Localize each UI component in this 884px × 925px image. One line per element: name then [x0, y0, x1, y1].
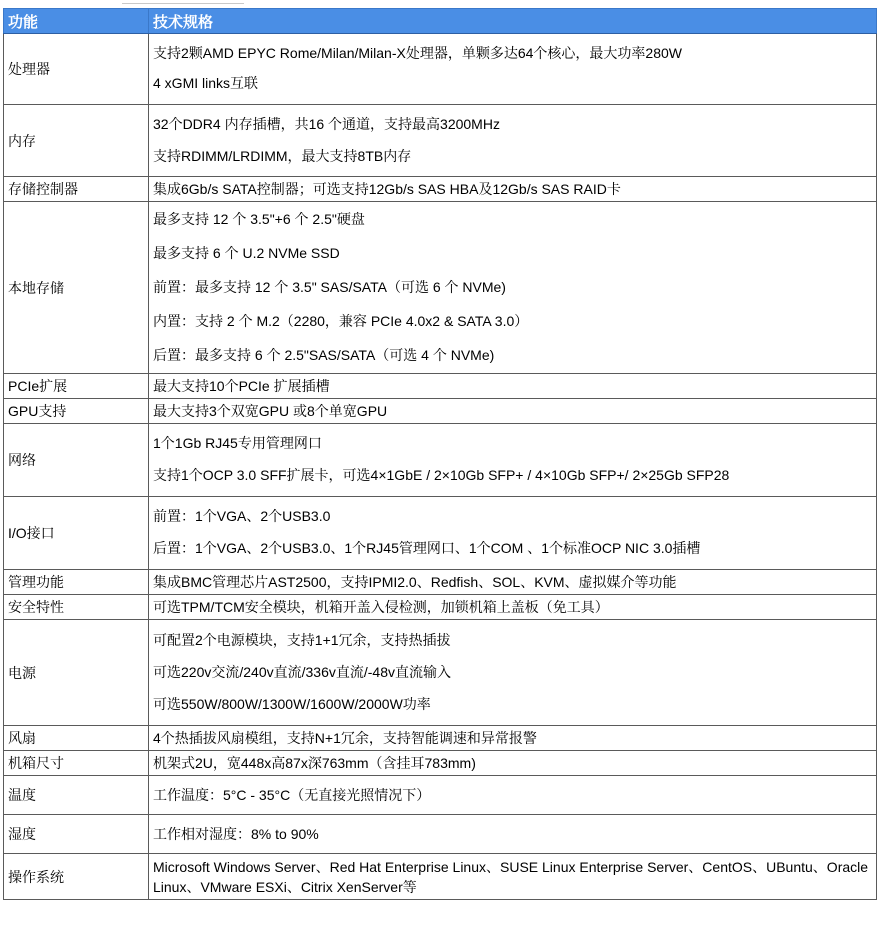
spec-line: 最多支持 6 个 U.2 NVMe SSD	[153, 244, 340, 261]
spec-cell	[149, 34, 877, 105]
spec-line: 32个DDR4 内存插槽，共16 个通道，支持最高3200MHz	[153, 115, 500, 132]
feature-cell: 管理功能	[4, 570, 149, 595]
feature-cell: 本地存储	[4, 202, 149, 374]
header-row	[4, 9, 877, 34]
spec-cell	[149, 570, 877, 595]
table-row	[4, 399, 877, 424]
header-spec: 技术规格	[149, 9, 877, 34]
spec-cell	[149, 620, 877, 726]
spec-cell	[149, 595, 877, 620]
spec-line: 可选TPM/TCM安全模块，机箱开盖入侵检测，加锁机箱上盖板（免工具）	[153, 599, 609, 615]
spec-line: 机架式2U，宽448x高87x深763mm（含挂耳783mm)	[153, 755, 476, 771]
feature-cell: 处理器	[4, 34, 149, 105]
table-row	[4, 620, 877, 726]
feature-cell: 内存	[4, 105, 149, 177]
spec-line: 最大支持3个双宽GPU 或8个单宽GPU	[153, 403, 388, 419]
feature-cell: 操作系统	[4, 854, 149, 900]
spec-line: 4个热插拔风扇模组，支持N+1冗余，支持智能调速和异常报警	[153, 730, 537, 746]
table-row	[4, 815, 877, 854]
spec-line: 集成6Gb/s SATA控制器；可选支持12Gb/s SAS HBA及12Gb/s SAS RAID卡	[153, 181, 621, 197]
tab-divider	[122, 3, 244, 4]
header-feature: 功能	[4, 9, 149, 34]
table-row	[4, 726, 877, 751]
spec-line: 内置：支持 2 个 M.2（2280，兼容 PCIe 4.0x2 & SATA 3.0）	[153, 312, 529, 329]
spec-line: 前置：1个VGA、2个USB3.0	[153, 508, 331, 524]
spec-cell	[149, 177, 877, 202]
feature-cell: 存储控制器	[4, 177, 149, 202]
spec-line: 支持RDIMM/LRDIMM，最大支持8TB内存	[153, 147, 412, 164]
spec-line: 可选550W/800W/1300W/1600W/2000W功率	[153, 695, 431, 712]
table-row	[4, 751, 877, 776]
spec-cell	[149, 815, 877, 854]
spec-cell	[149, 374, 877, 399]
spec-cell	[149, 399, 877, 424]
feature-cell: GPU支持	[4, 399, 149, 424]
feature-cell: 风扇	[4, 726, 149, 751]
spec-line: 支持2颗AMD EPYC Rome/Milan/Milan-X处理器，单颗多达64个核心，最大功率280W	[153, 45, 682, 61]
spec-table	[3, 8, 877, 900]
spec-line: 1个1Gb RJ45专用管理网口	[153, 435, 322, 451]
table-row	[4, 202, 877, 374]
feature-cell: 机箱尺寸	[4, 751, 149, 776]
table-row	[4, 854, 877, 900]
spec-line: Microsoft Windows Server、Red Hat Enterprise Linux、SUSE Linux Enterprise Server、CentOS、UBuntu、Oracle Linux、VMware ESXi、Citrix XenServer等	[153, 858, 869, 895]
table-row	[4, 497, 877, 570]
spec-line: 工作温度：5°C - 35°C（无直接光照情况下）	[153, 787, 431, 803]
spec-line: 集成BMC管理芯片AST2500，支持IPMI2.0、Redfish、SOL、KVM、虚拟媒介等功能	[153, 574, 677, 590]
spec-line: 可选220v交流/240v直流/336v直流/-48v直流输入	[153, 663, 451, 680]
spec-cell	[149, 202, 877, 374]
spec-cell	[149, 497, 877, 570]
table-row	[4, 570, 877, 595]
table-row	[4, 776, 877, 815]
table-row	[4, 374, 877, 399]
spec-line: 4 xGMI links互联	[153, 75, 259, 91]
table-row	[4, 34, 877, 105]
spec-line: 工作相对湿度：8% to 90%	[153, 826, 319, 842]
table-row	[4, 424, 877, 497]
feature-cell: PCIe扩展	[4, 374, 149, 399]
spec-cell	[149, 854, 877, 900]
feature-cell: 湿度	[4, 815, 149, 854]
table-row	[4, 105, 877, 177]
feature-cell: 电源	[4, 620, 149, 726]
spec-cell	[149, 424, 877, 497]
spec-cell	[149, 751, 877, 776]
spec-line: 前置：最多支持 12 个 3.5" SAS/SATA（可选 6 个 NVMe)	[153, 278, 506, 295]
table-row	[4, 177, 877, 202]
feature-cell: 网络	[4, 424, 149, 497]
spec-line: 可配置2个电源模块，支持1+1冗余，支持热插拔	[153, 631, 451, 648]
top-strip	[0, 0, 884, 8]
spec-line: 最多支持 12 个 3.5"+6 个 2.5"硬盘	[153, 210, 365, 227]
table-row	[4, 595, 877, 620]
spec-line: 后置：1个VGA、2个USB3.0、1个RJ45管理网口、1个COM 、1个标准OCP NIC 3.0插槽	[153, 540, 701, 556]
feature-cell: 温度	[4, 776, 149, 815]
spec-cell	[149, 776, 877, 815]
spec-cell	[149, 105, 877, 177]
spec-cell	[149, 726, 877, 751]
spec-line: 最大支持10个PCIe 扩展插槽	[153, 378, 330, 394]
spec-line: 后置：最多支持 6 个 2.5"SAS/SATA（可选 4 个 NVMe)	[153, 346, 495, 363]
spec-line: 支持1个OCP 3.0 SFF扩展卡，可选4×1GbE / 2×10Gb SFP+ / 4×10Gb SFP+/ 2×25Gb SFP28	[153, 467, 730, 483]
feature-cell: I/O接口	[4, 497, 149, 570]
feature-cell: 安全特性	[4, 595, 149, 620]
